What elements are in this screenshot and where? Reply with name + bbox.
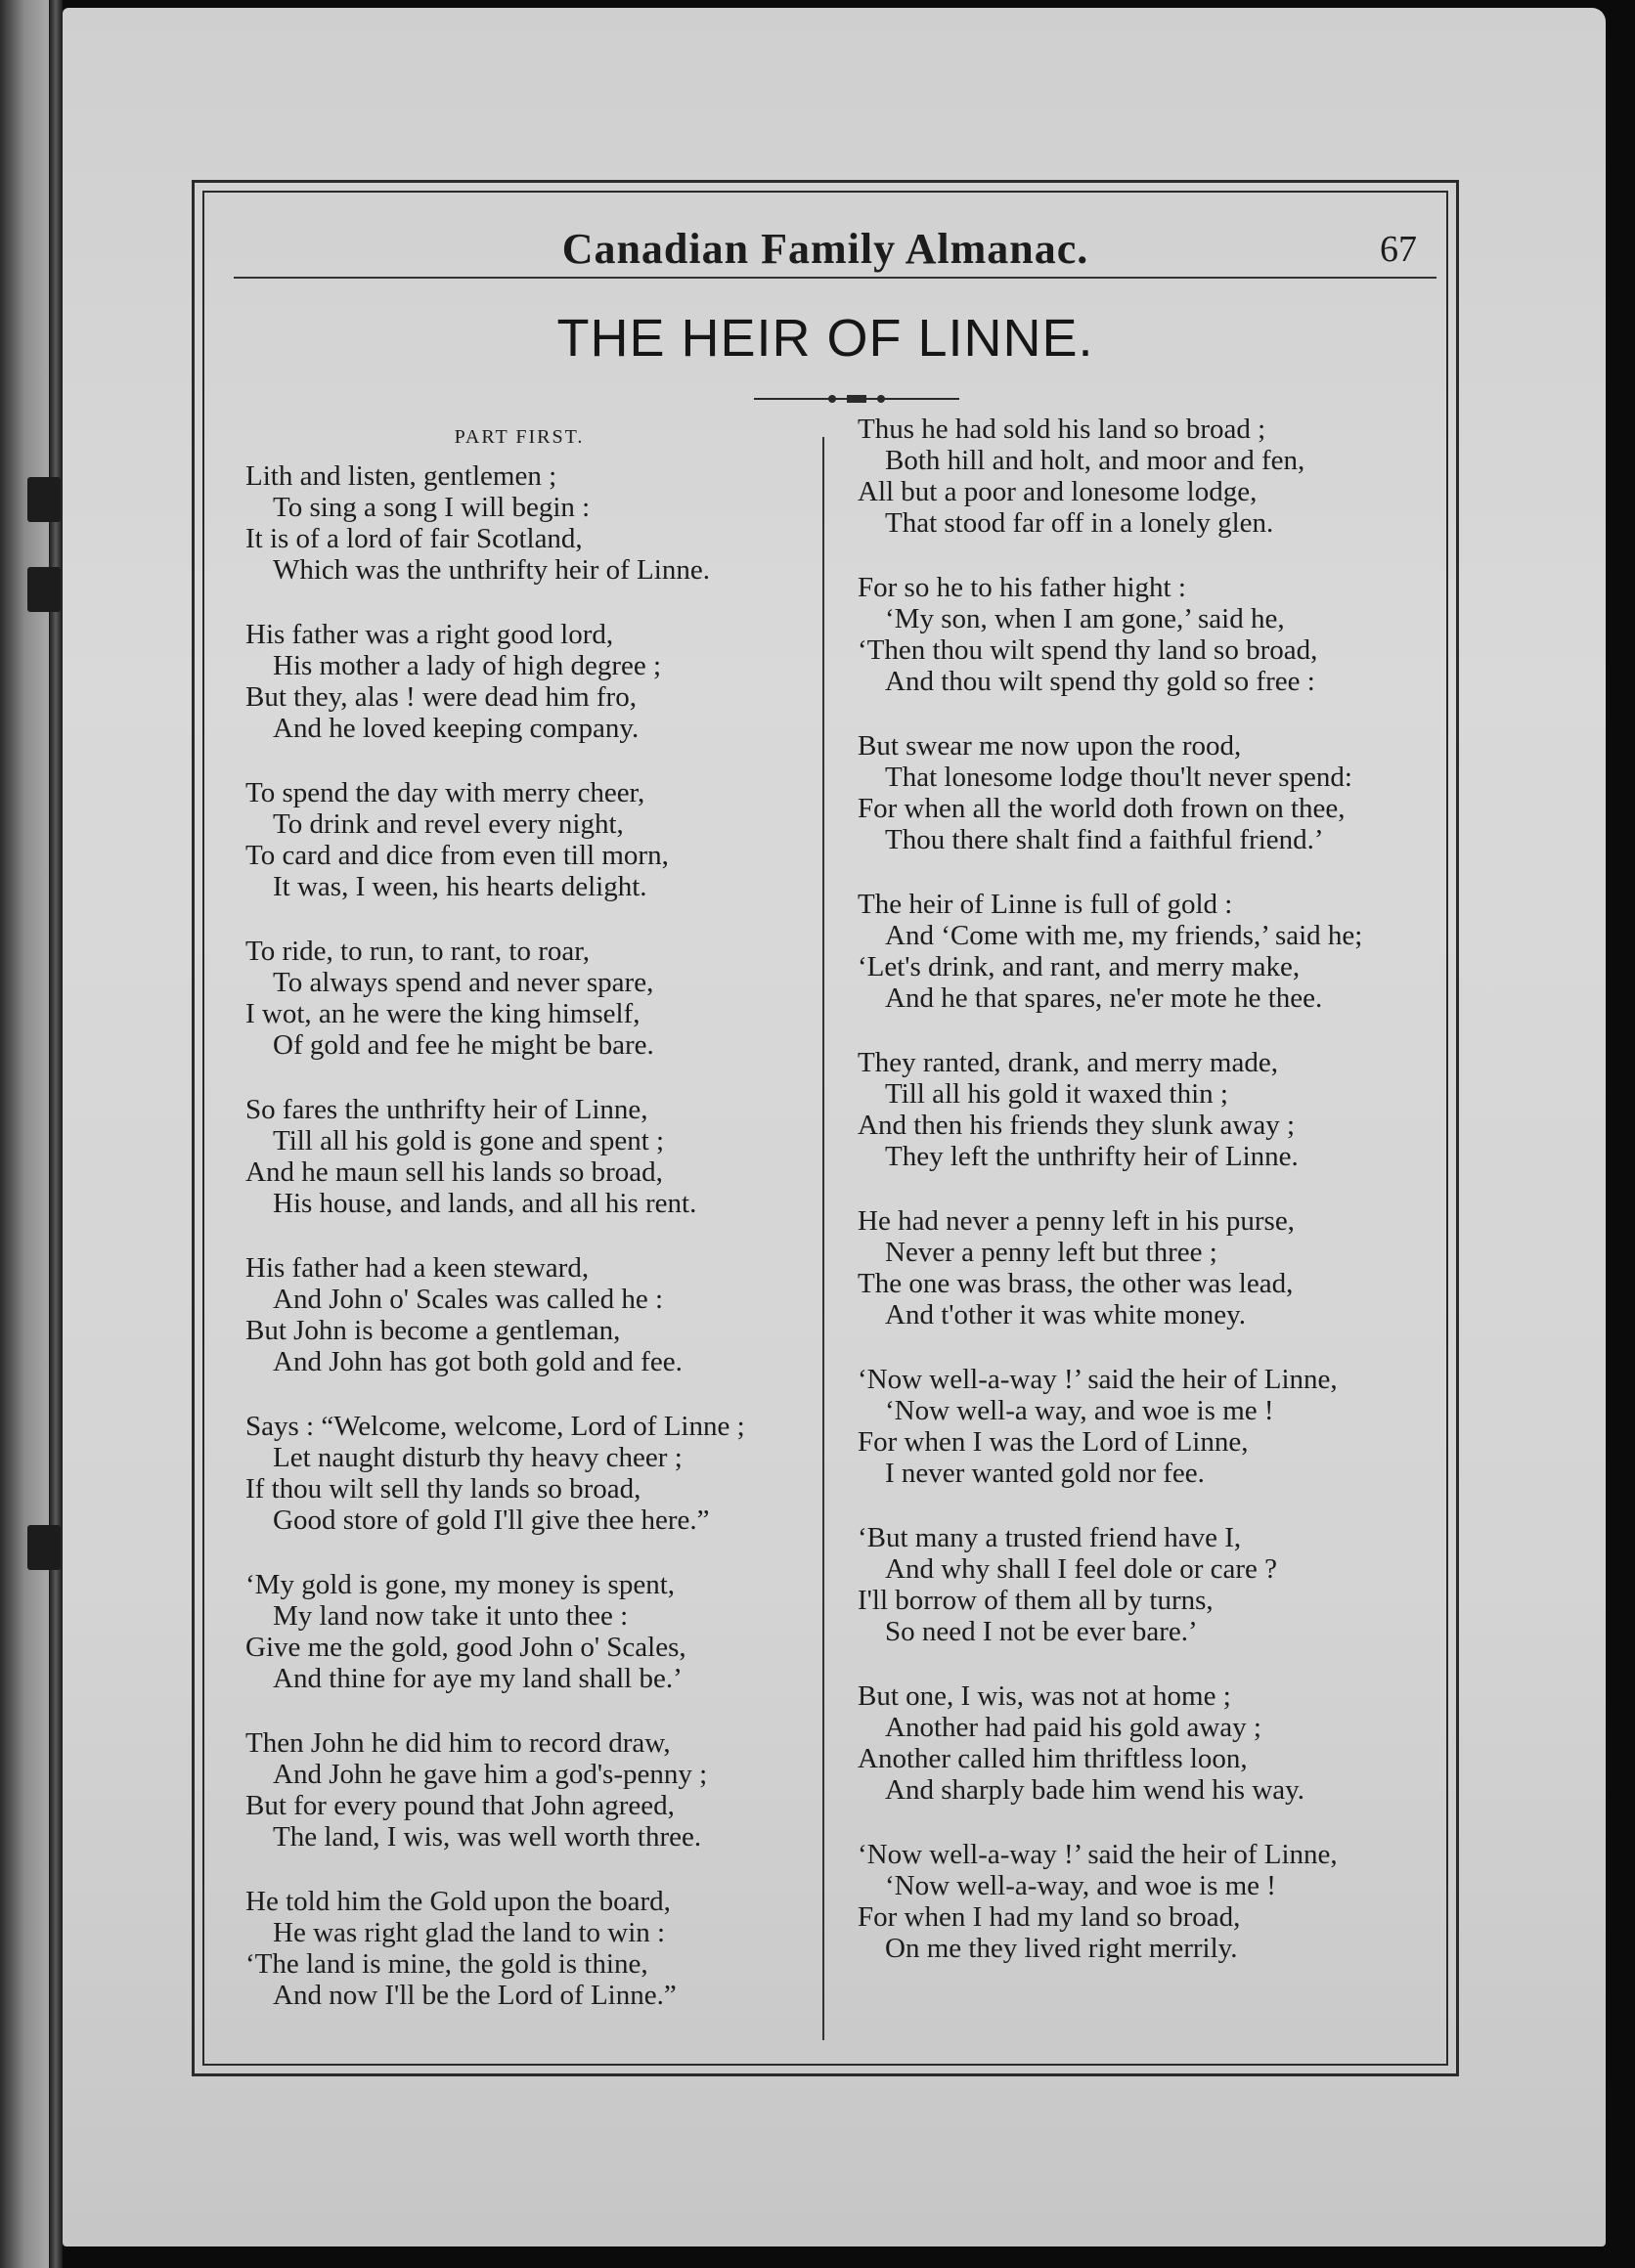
page-border [192, 180, 1459, 2076]
verse-line: And now I'll be the Lord of Linne.” [273, 1980, 677, 2011]
binding-stitch [27, 477, 61, 522]
verse-line: Give me the gold, good John o' Scales, [245, 1632, 686, 1663]
verse-line: It was, I ween, his hearts delight. [273, 871, 647, 902]
stanza [245, 1411, 793, 1536]
verse-line: And t'other it was white money. [885, 1299, 1246, 1330]
verse-line: ‘Then thou wilt spend thy land so broad, [858, 634, 1318, 666]
verse-line: ‘But many a trusted friend have I, [858, 1522, 1242, 1553]
verse-line: And he maun sell his lands so broad, [245, 1156, 663, 1188]
verse-line: All but a poor and lonesome lodge, [858, 476, 1258, 507]
almanac-title: Canadian Family Almanac. [561, 225, 1089, 273]
verse-line: Then John he did him to record draw, [245, 1727, 671, 1759]
stanza [245, 1252, 793, 1377]
verse-line: For when I had my land so broad, [858, 1901, 1241, 1933]
verse-line: Another called him thriftless loon, [858, 1743, 1248, 1774]
verse-line: But for every pound that John agreed, [245, 1790, 675, 1821]
verse-line: ‘Now well-a way, and woe is me ! [885, 1395, 1274, 1426]
book-binding [49, 0, 63, 2268]
stanza [858, 414, 1405, 539]
stanza [245, 460, 793, 586]
verse-line: And then his friends they slunk away ; [858, 1110, 1296, 1141]
left-column [245, 414, 793, 2044]
verse-line: To card and dice from even till morn, [245, 840, 669, 871]
stanza [245, 1886, 793, 2011]
stanza [858, 1839, 1405, 1964]
verse-line: But they, alas ! were dead him fro, [245, 681, 637, 713]
verse-line: Of gold and fee he might be bare. [273, 1029, 654, 1061]
verse-line: And John o' Scales was called he : [273, 1284, 664, 1315]
verse-line: If thou wilt sell thy lands so broad, [245, 1473, 641, 1505]
right-column [858, 414, 1405, 1997]
verse-line: He told him the Gold upon the board, [245, 1886, 671, 1917]
verse-line: And John has got both gold and fee. [273, 1346, 683, 1377]
stanza [858, 1680, 1405, 1806]
verse-line: His mother a lady of high degree ; [273, 650, 662, 681]
stanza [858, 1047, 1405, 1172]
verse-line: He was right glad the land to win : [273, 1917, 666, 1948]
stanza [245, 1569, 793, 1694]
stanza [858, 730, 1405, 855]
verse-line: ‘My son, when I am gone,’ said he, [885, 603, 1285, 634]
verse-line: The land, I wis, was well worth three. [273, 1821, 702, 1853]
stanza [245, 936, 793, 1061]
verse-line: To drink and revel every night, [273, 808, 624, 840]
verse-line: And sharply bade him wend his way. [885, 1774, 1305, 1806]
verse-line: Let naught disturb thy heavy cheer ; [273, 1442, 683, 1473]
stanza [245, 1094, 793, 1219]
header-rule [234, 277, 1436, 279]
verse-line: So fares the unthrifty heir of Linne, [245, 1094, 648, 1125]
verse-line: His father had a keen steward, [245, 1252, 590, 1284]
verse-line: To spend the day with merry cheer, [245, 777, 645, 808]
verse-line: For so he to his father hight : [858, 572, 1186, 603]
ornament-divider [754, 392, 959, 406]
binding-stitch [27, 1525, 61, 1570]
verse-line: Which was the unthrifty heir of Linne. [273, 554, 710, 586]
verse-line: But swear me now upon the rood, [858, 730, 1242, 762]
running-header [195, 224, 1456, 283]
verse-line: Another had paid his gold away ; [885, 1712, 1261, 1743]
verse-line: To ride, to run, to rant, to roar, [245, 936, 590, 967]
verse-line: Till all his gold is gone and spent ; [273, 1125, 665, 1156]
stanza [858, 1205, 1405, 1330]
verse-line: Says : “Welcome, welcome, Lord of Linne ; [245, 1411, 745, 1442]
verse-line: My land now take it unto thee : [273, 1600, 629, 1632]
verse-line: And John he gave him a god's-penny ; [273, 1759, 708, 1790]
verse-line: I'll borrow of them all by turns, [858, 1585, 1214, 1616]
verse-line: To sing a song I will begin : [273, 492, 591, 523]
verse-line: Good store of gold I'll give thee here.” [273, 1505, 710, 1536]
verse-line: For when I was the Lord of Linne, [858, 1426, 1249, 1458]
verse-line: I never wanted gold nor fee. [885, 1458, 1205, 1489]
verse-line: Till all his gold it waxed thin ; [885, 1078, 1228, 1110]
stanza [245, 619, 793, 744]
verse-line: The one was brass, the other was lead, [858, 1268, 1294, 1299]
stanza [245, 1727, 793, 1853]
verse-line: But one, I wis, was not at home ; [858, 1680, 1231, 1712]
verse-line: To always spend and never spare, [273, 967, 654, 998]
verse-line: His father was a right good lord, [245, 619, 614, 650]
verse-line: And ‘Come with me, my friends,’ said he; [885, 920, 1363, 951]
verse-line: For when all the world doth frown on thee, [858, 793, 1346, 824]
stanza [858, 1522, 1405, 1647]
verse-line: He had never a penny left in his purse, [858, 1205, 1295, 1237]
verse-line: And thou wilt spend thy gold so free : [885, 666, 1315, 697]
verse-line: ‘The land is mine, the gold is thine, [245, 1948, 648, 1980]
verse-line: Lith and listen, gentlemen ; [245, 460, 557, 492]
stanza [245, 777, 793, 902]
stanza [858, 1364, 1405, 1489]
verse-line: They left the unthrifty heir of Linne. [885, 1141, 1299, 1172]
verse-line: It is of a lord of fair Scotland, [245, 523, 583, 554]
stanza [858, 889, 1405, 1014]
verse-line: ‘My gold is gone, my money is spent, [245, 1569, 676, 1600]
verse-line: Both hill and holt, and moor and fen, [885, 445, 1305, 476]
verse-line: ‘Let's drink, and rant, and merry make, [858, 951, 1301, 982]
verse-line: ‘Now well-a-way, and woe is me ! [885, 1870, 1276, 1901]
verse-line: ‘Now well-a-way !’ said the heir of Linne, [858, 1839, 1338, 1870]
column-divider [822, 437, 824, 2040]
verse-line: That stood far off in a lonely glen. [885, 507, 1274, 539]
verse-line: I wot, an he were the king himself, [245, 998, 641, 1029]
verse-line: ‘Now well-a-way !’ said the heir of Linne, [858, 1364, 1338, 1395]
binding-stitch [27, 567, 61, 612]
left-stanzas [245, 460, 793, 2011]
verse-line: They ranted, drank, and merry made, [858, 1047, 1278, 1078]
verse-line: And he loved keeping company. [273, 713, 640, 744]
verse-line: The heir of Linne is full of gold : [858, 889, 1233, 920]
verse-line: And thine for aye my land shall be.’ [273, 1663, 683, 1694]
right-stanzas [858, 414, 1405, 1964]
verse-line: On me they lived right merrily. [885, 1933, 1238, 1964]
page-number: 67 [1380, 229, 1417, 270]
verse-line: Thou there shalt find a faithful friend.’ [885, 824, 1324, 855]
verse-line: But John is become a gentleman, [245, 1315, 621, 1346]
verse-line: Thus he had sold his land so broad ; [858, 414, 1266, 445]
verse-line: That lonesome lodge thou'lt never spend: [885, 762, 1352, 793]
poem-title: THE HEIR OF LINNE. [556, 309, 1094, 368]
verse-line: And he that spares, ne'er mote he thee. [885, 982, 1323, 1014]
stanza [858, 572, 1405, 697]
verse-line: So need I not be ever bare.’ [885, 1616, 1198, 1647]
verse-line: His house, and lands, and all his rent. [273, 1188, 697, 1219]
verse-line: Never a penny left but three ; [885, 1237, 1217, 1268]
section-heading: PART FIRST. [454, 426, 585, 448]
verse-line: And why shall I feel dole or care ? [885, 1553, 1278, 1585]
